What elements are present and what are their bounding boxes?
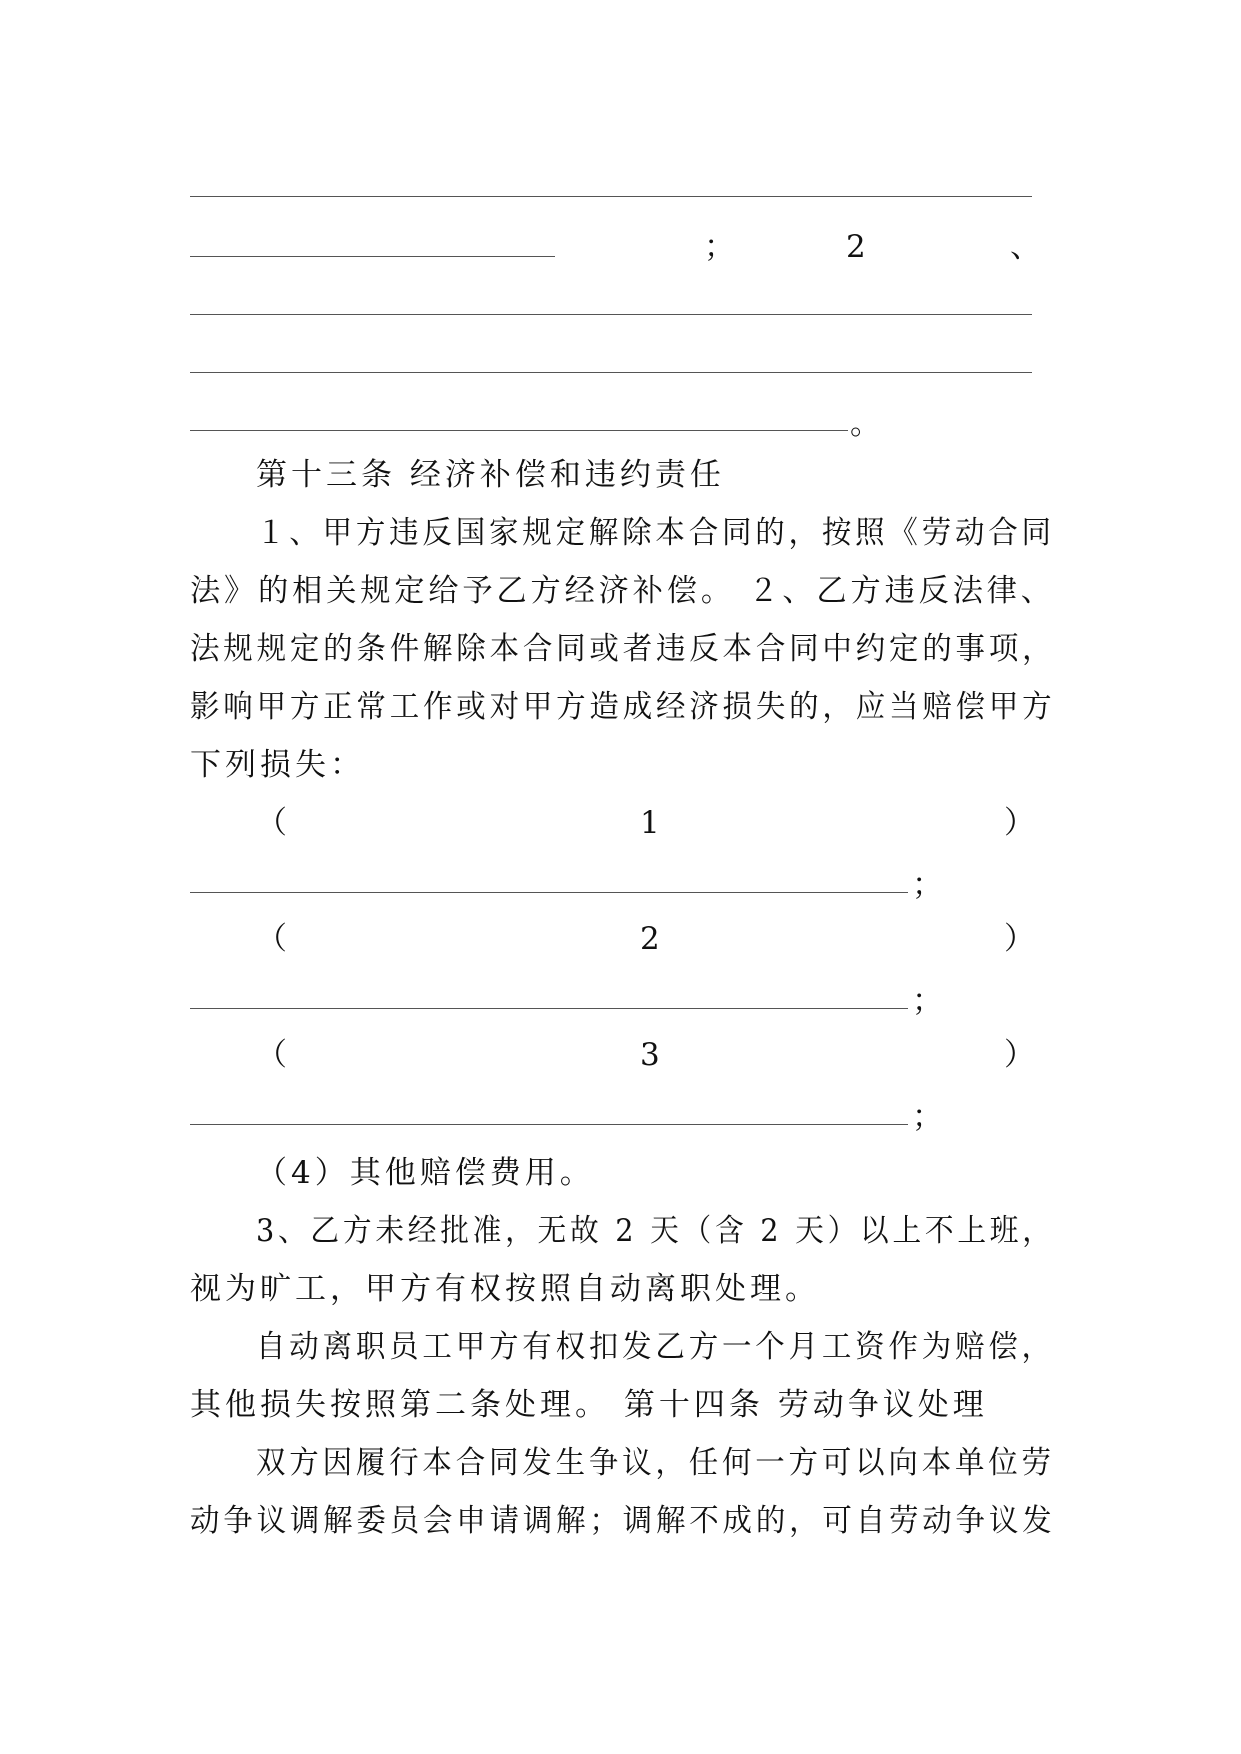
blank-line[interactable]: [190, 892, 908, 893]
blank-line[interactable]: [190, 372, 1032, 373]
article-13-text: 法规规定的条件解除本合同或者违反本合同中约定的事项，: [190, 631, 1056, 667]
loss-item-end: ；: [912, 867, 943, 903]
item-separator: 、: [1010, 229, 1041, 265]
article-13-text: １、甲方违反国家规定解除本合同的，按照《劳动合同: [256, 515, 1055, 551]
article-13-text: 下列损失：: [190, 747, 365, 783]
loss-item-close: ）: [1004, 921, 1035, 957]
period: 。: [850, 406, 881, 442]
blank-line[interactable]: [190, 1124, 908, 1125]
blank-line[interactable]: [190, 314, 1032, 315]
article-13-text: 3、乙方未经批准，无故 2 天（含 2 天）以上不上班，: [256, 1213, 1055, 1249]
blank-line[interactable]: [190, 196, 1032, 197]
article-13-text: 视为旷工，甲方有权按照自动离职处理。: [190, 1271, 820, 1307]
blank-line[interactable]: [190, 256, 555, 257]
article-14-text: 动争议调解委员会申请调解；调解不成的，可自劳动争议发: [190, 1503, 1056, 1539]
loss-item-end: ；: [912, 1099, 943, 1135]
loss-item-open: （: [256, 1037, 287, 1073]
article-13-heading: 第十三条 经济补偿和违约责任: [256, 457, 725, 493]
article-13-text: 影响甲方正常工作或对甲方造成经济损失的，应当赔偿甲方: [190, 689, 1056, 725]
item-number: 2: [846, 229, 866, 265]
blank-line[interactable]: [190, 430, 848, 431]
article-13-text: 自动离职员工甲方有权扣发乙方一个月工资作为赔偿，: [256, 1329, 1055, 1365]
loss-item-number: 1: [640, 805, 660, 841]
semicolon: ；: [704, 229, 735, 265]
loss-item-end: ；: [912, 983, 943, 1019]
blank-line[interactable]: [190, 1008, 908, 1009]
article-13-text: 其他损失按照第二条处理。 第十四条 劳动争议处理: [190, 1387, 988, 1423]
loss-item-open: （: [256, 921, 287, 957]
article-13-text: 法》的相关规定给予乙方经济补偿。 ２、乙方违反法律、: [190, 573, 1055, 609]
article-14-text: 双方因履行本合同发生争议，任何一方可以向本单位劳: [256, 1445, 1055, 1481]
loss-item-4: （4）其他赔偿费用。: [256, 1155, 595, 1191]
loss-item-number: 2: [640, 921, 660, 957]
loss-item-number: 3: [640, 1037, 660, 1073]
loss-item-close: ）: [1004, 805, 1035, 841]
loss-item-close: ）: [1004, 1037, 1035, 1073]
loss-item-open: （: [256, 805, 287, 841]
